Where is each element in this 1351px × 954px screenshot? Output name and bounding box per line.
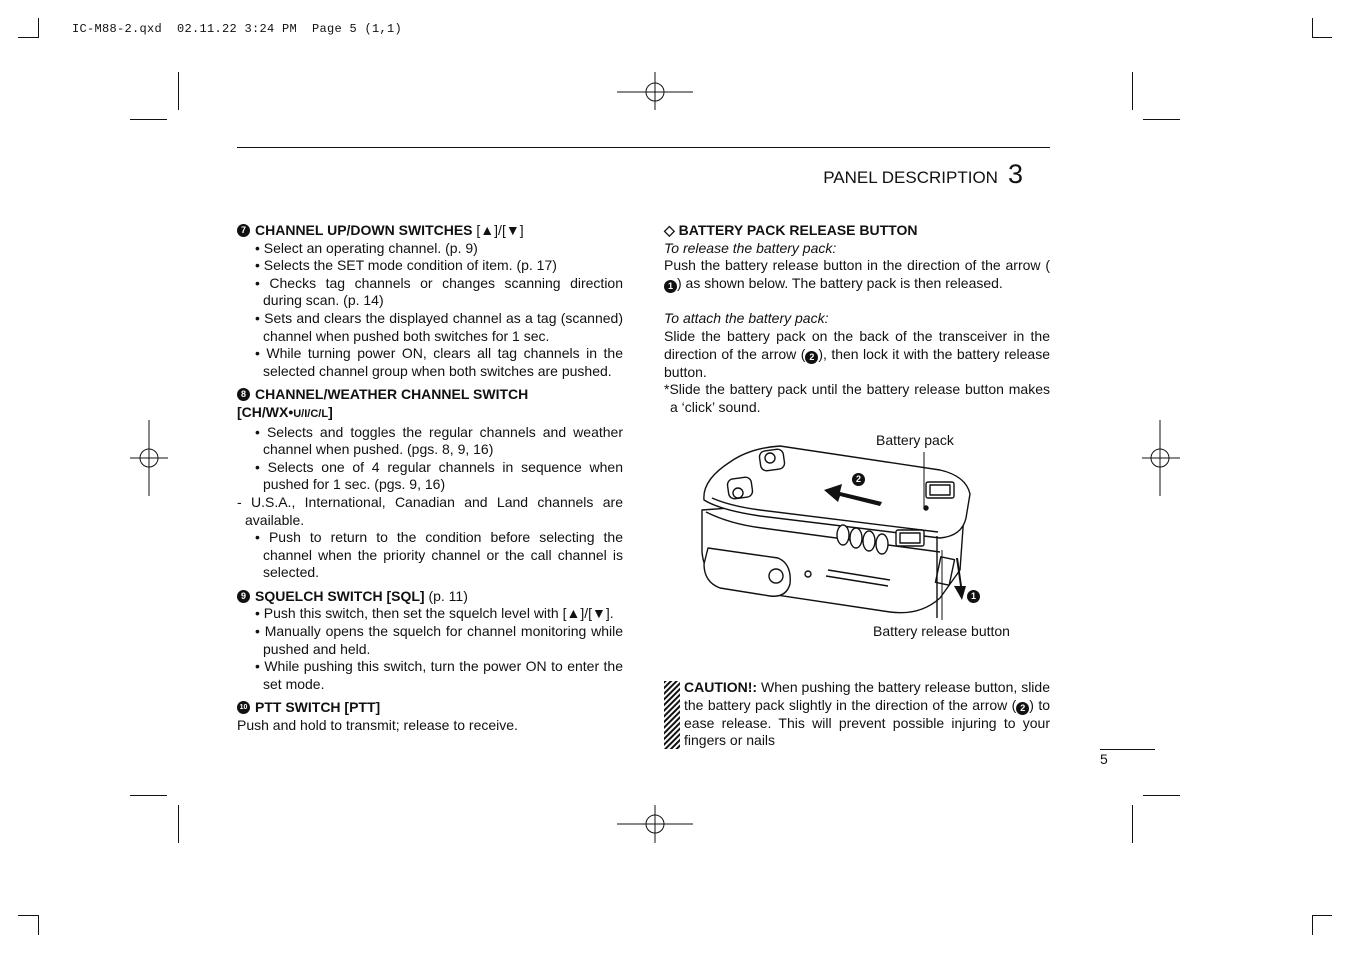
caution-text-b: ) to ease release. This will prevent possible injuring to your fingers or nails	[684, 696, 1050, 749]
battery-pack-figure	[690, 440, 990, 620]
number-2-icon: 2	[805, 351, 818, 364]
right-column	[664, 222, 1050, 416]
release-heading: To release the battery pack:	[664, 239, 837, 256]
section-title-text: PANEL DESCRIPTION	[823, 168, 998, 187]
caution-text-a: When pushing the battery release button, slide the battery pack slightly in the direction of the arrow (	[684, 679, 1050, 713]
section-7-heading	[237, 222, 623, 240]
s9-bullet: • While pushing this switch, turn the power ON to enter the set mode.	[255, 658, 623, 692]
s7-bullet: • While turning power ON, clears all tag channels in the selected channel group when both switches are pushed.	[255, 345, 623, 379]
section-8-subtitle	[237, 404, 623, 424]
section-9-title-tail: (p. 11)	[428, 587, 468, 604]
file-header: IC-M88-2.qxd 02.11.22 3:24 PM Page 5 (1,1)	[72, 22, 403, 36]
section-10-heading	[237, 699, 623, 717]
s7-bullet: • Sets and clears the displayed channel as a tag (scanned) channel when pushed both switches for 1 sec.	[255, 309, 623, 344]
left-column	[237, 222, 623, 735]
s8-dash-item: - U.S.A., International, Canadian and Land channels are available.	[237, 493, 623, 528]
release-text-b: ) as shown below. The battery pack is then released.	[677, 274, 1003, 291]
section-8-heading	[237, 386, 623, 404]
label-battery-release-button: Battery release button	[873, 623, 1010, 639]
s8-bullet: • Push to return to the condition before selecting the channel when the priority channel or the call channel is selected.	[255, 529, 623, 581]
figure-marker-2: 2	[852, 473, 865, 486]
section-7-title-tail: [▲]/[▼]	[476, 222, 524, 238]
header-rule	[237, 147, 1050, 148]
number-2-icon: 2	[1016, 702, 1029, 715]
s7-bullet: • Checks tag channels or changes scanning direction during scan. (p. 14)	[255, 274, 623, 309]
s8-bullet: • Selects and toggles the regular channels and weather channel when pushed. (pgs. 8, 9, 16)	[255, 423, 623, 458]
section-7-title: CHANNEL UP/DOWN SWITCHES	[255, 222, 473, 238]
section-10-title: PTT SWITCH [PTT]	[255, 699, 381, 716]
s9-bullet: • Push this switch, then set the squelch level with [▲]/[▼].	[255, 605, 614, 622]
attach-text-b: ), then lock it with the battery release button.	[664, 345, 1050, 380]
number-7-icon: 7	[237, 224, 250, 237]
number-1-icon: 1	[664, 280, 677, 293]
caution-label: CAUTION!:	[684, 679, 758, 695]
number-10-icon: 10	[237, 701, 250, 714]
s10-text: Push and hold to transmit; release to receive.	[237, 717, 518, 734]
s9-bullet: • Manually opens the squelch for channel monitoring while pushed and held.	[255, 623, 623, 657]
s8-sub-small: U/I/C/L	[293, 407, 329, 420]
s7-bullet: • Select an operating channel. (p. 9)	[255, 239, 478, 256]
s8-bullet: • Selects one of 4 regular channels in sequence when pushed for 1 sec. (pgs. 9, 16)	[255, 458, 623, 493]
s7-bullet: • Selects the SET mode condition of item. (p. 17)	[255, 257, 557, 274]
number-9-icon: 9	[237, 590, 250, 603]
release-text	[664, 257, 1050, 293]
attach-heading: To attach the battery pack:	[664, 310, 829, 327]
section-8-title: CHANNEL/WEATHER CHANNEL SWITCH	[255, 386, 529, 403]
battery-section-title: ◇ BATTERY PACK RELEASE BUTTON	[664, 222, 918, 238]
page-number-rule	[1100, 749, 1155, 750]
attach-note: *Slide the battery pack until the battery release button makes a ‘click’ sound.	[664, 381, 1050, 415]
s8-sub-end: ]	[328, 403, 333, 420]
release-text-a: Push the battery release button in the direction of the arrow (	[664, 257, 1050, 274]
s8-sub-a: [CH/WX•	[237, 403, 294, 420]
figure-marker-1: 1	[967, 590, 980, 603]
section-number: 3	[1007, 159, 1023, 189]
section-title	[823, 159, 1023, 190]
page-number: 5	[1100, 751, 1108, 767]
attach-text	[664, 328, 1050, 381]
section-9-title: SQUELCH SWITCH [SQL]	[255, 587, 425, 604]
label-battery-pack: Battery pack	[876, 432, 954, 448]
number-8-icon: 8	[237, 388, 250, 401]
caution-hatch-icon	[664, 681, 680, 749]
attach-text-a: Slide the battery pack on the back of the transceiver in the direction of the arrow (	[664, 327, 1050, 362]
caution-text	[684, 679, 1050, 750]
section-9-heading	[237, 588, 623, 606]
